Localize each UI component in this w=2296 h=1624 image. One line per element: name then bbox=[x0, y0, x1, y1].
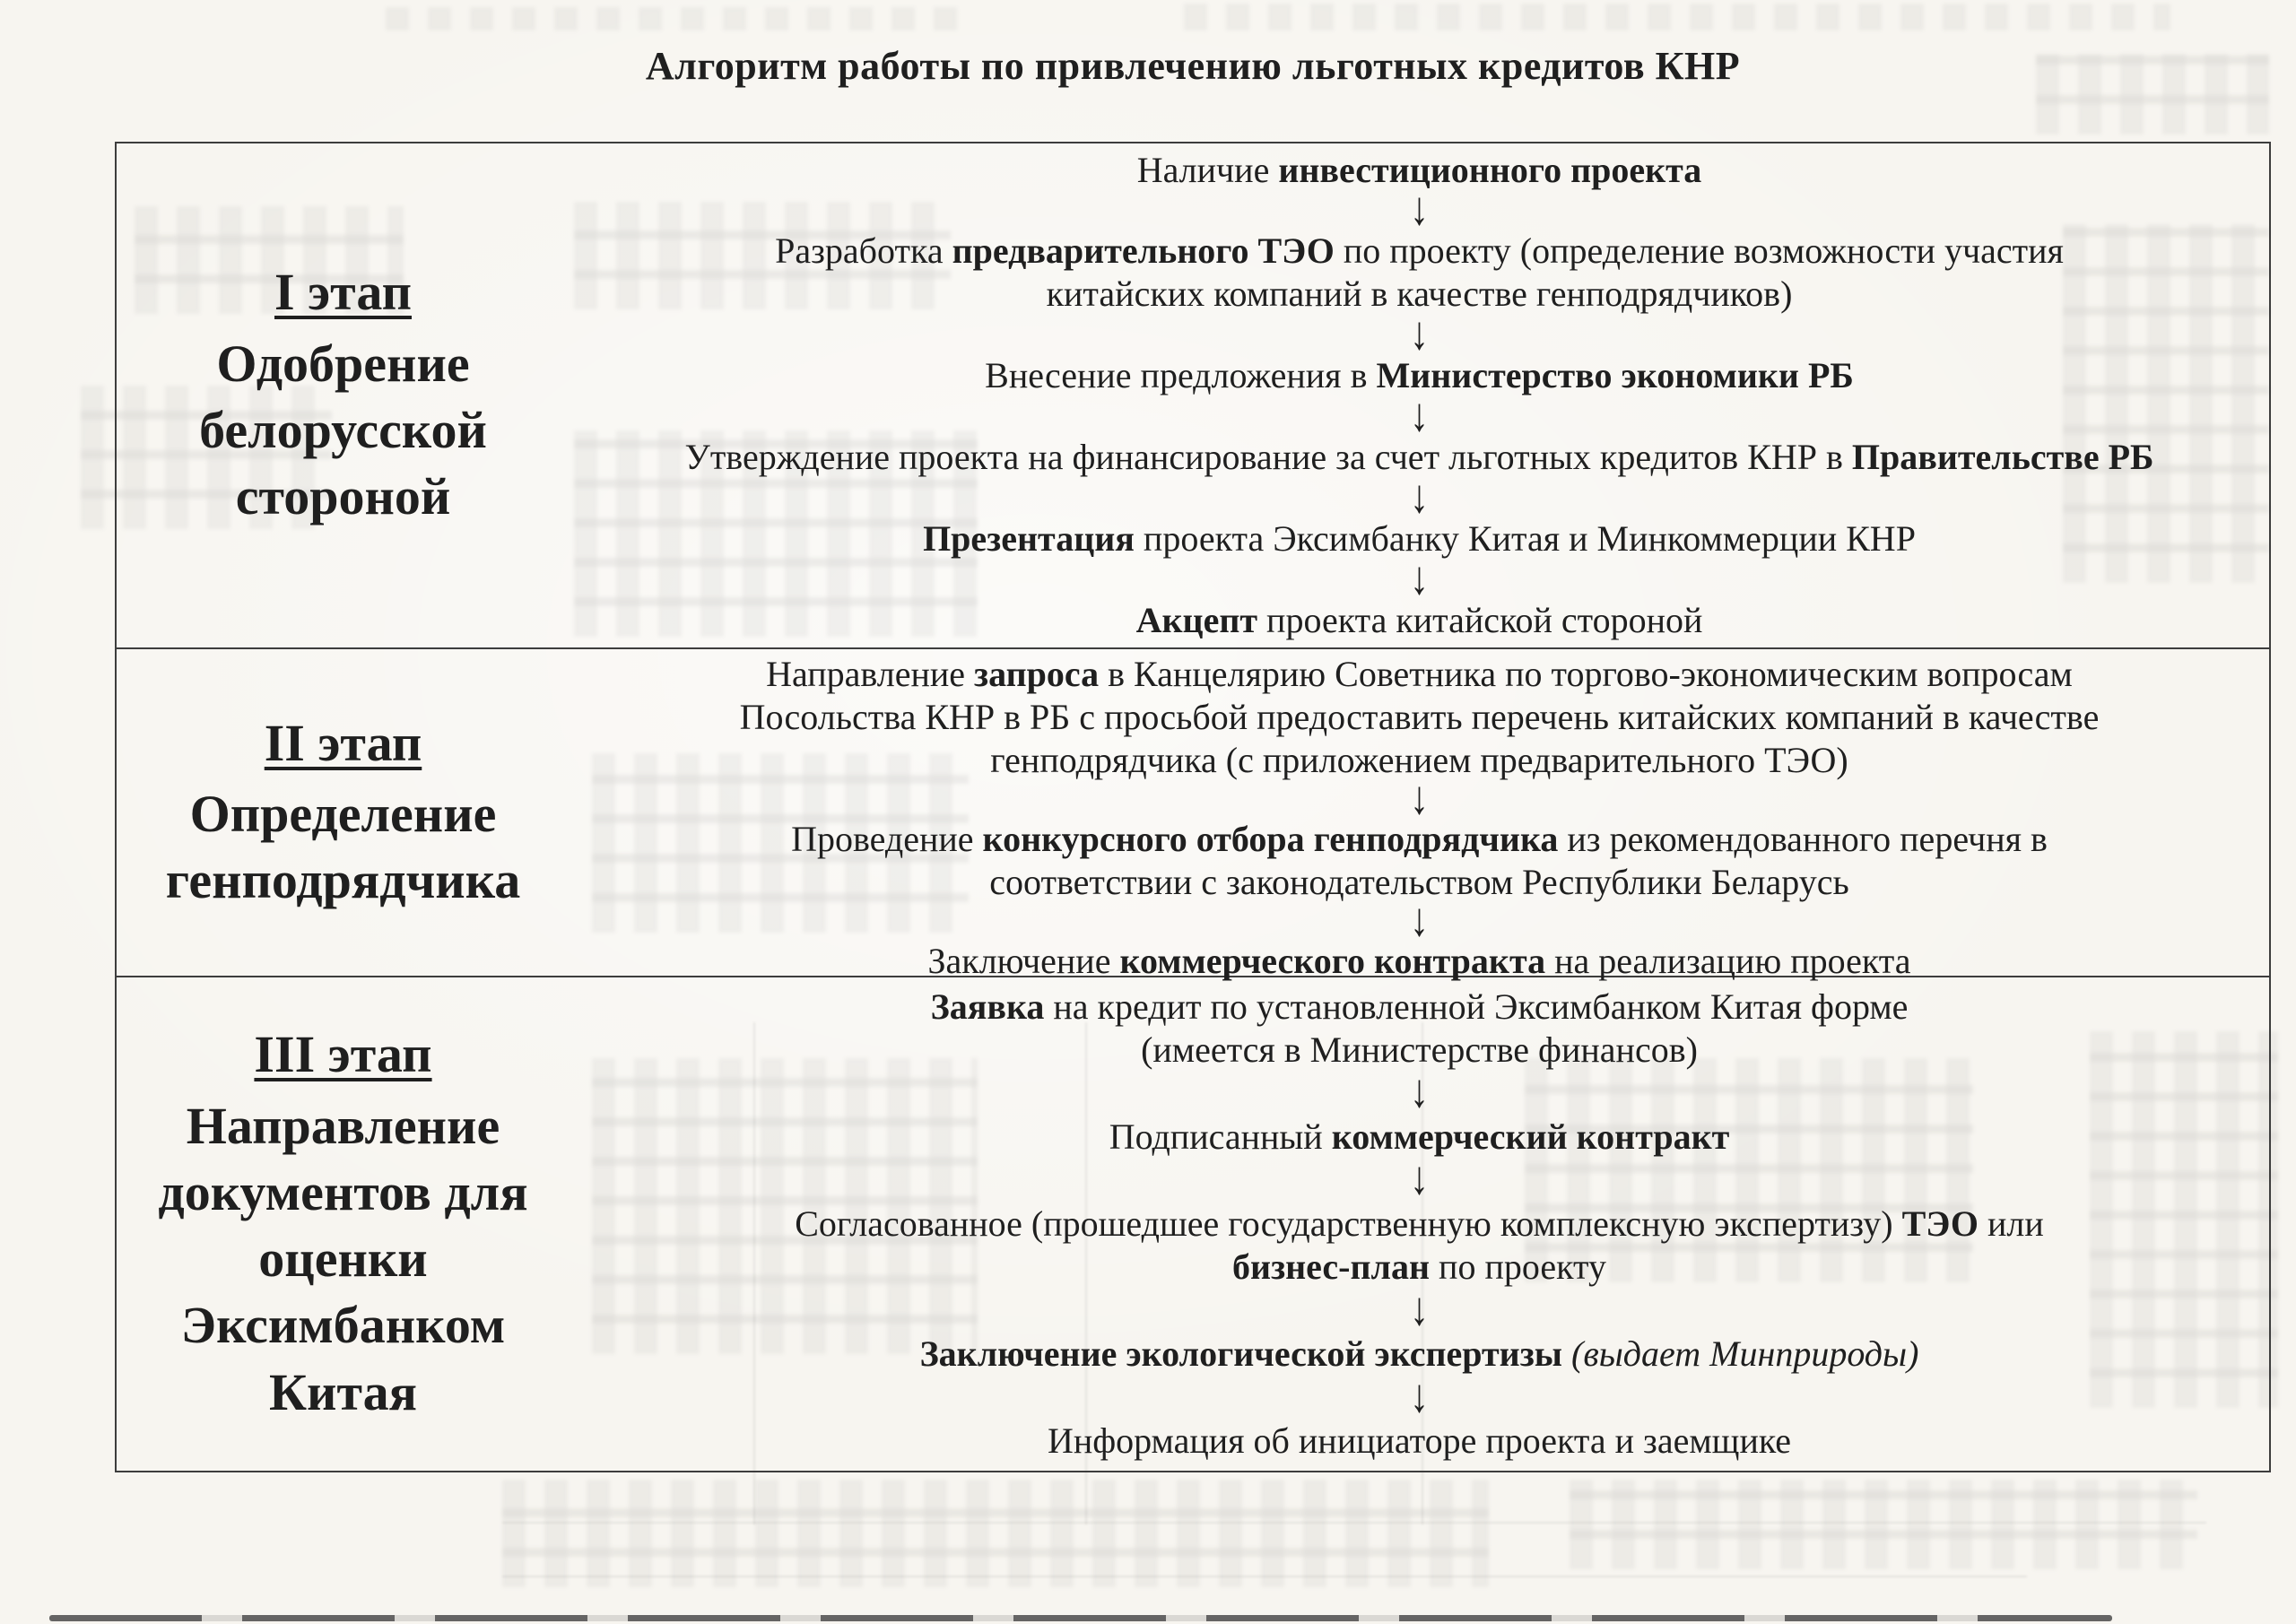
stage-row bbox=[117, 977, 2269, 1471]
stage-row bbox=[117, 143, 2269, 649]
bleed-line-artifact bbox=[502, 1522, 2206, 1524]
down-arrow-icon: ↓ bbox=[1410, 471, 1429, 524]
scan-edge-artifact bbox=[49, 1615, 2112, 1621]
down-arrow-icon: ↓ bbox=[1410, 1153, 1429, 1205]
down-arrow-icon: ↓ bbox=[1410, 184, 1429, 236]
flow-step: Заявка на кредит по установленной Эксимбанком Китая форме (имеется в Министерстве финансов) bbox=[930, 986, 1909, 1070]
page-title: Алгоритм работы по привлечению льготных кредитов КНР bbox=[645, 44, 1741, 88]
flow-step: Подписанный коммерческий контракт bbox=[1109, 1116, 1730, 1157]
down-arrow-icon: ↓ bbox=[1410, 1283, 1429, 1336]
down-arrow-icon: ↓ bbox=[1410, 773, 1429, 825]
flow-step: Согласованное (прошедшее государственную комплексную экспертизу) ТЭО или бизнес-план по проекту bbox=[795, 1203, 2044, 1287]
stage-steps bbox=[570, 143, 2269, 647]
stage-steps bbox=[570, 649, 2269, 981]
stage-title: I этап bbox=[274, 263, 412, 322]
bleed-line-artifact bbox=[502, 1576, 2027, 1577]
down-arrow-icon: ↓ bbox=[1410, 308, 1429, 360]
stage-steps bbox=[570, 977, 2269, 1471]
down-arrow-icon: ↓ bbox=[1410, 389, 1429, 442]
down-arrow-icon: ↓ bbox=[1410, 552, 1429, 605]
down-arrow-icon: ↓ bbox=[1410, 1370, 1429, 1423]
flow-step: Заключение экологической экспертизы (выдает Минприроды) bbox=[919, 1333, 1919, 1375]
flow-step: Наличие инвестиционного проекта bbox=[1136, 149, 1702, 190]
stage-label-cell bbox=[117, 649, 570, 976]
flow-step: Информация об инициаторе проекта и заемщике bbox=[1047, 1420, 1792, 1462]
stage-subtitle: Направление документов для оценки Эксимбанком Китая bbox=[158, 1096, 528, 1421]
flow-step: Презентация проекта Эксимбанку Китая и Минкоммерции КНР bbox=[923, 518, 1916, 560]
flow-step: Акцепт проекта китайской стороной bbox=[1135, 600, 1703, 641]
bleed-through-artifact bbox=[386, 7, 960, 30]
stage-subtitle: Определение генподрядчика bbox=[165, 785, 521, 910]
stage-label-cell bbox=[117, 143, 570, 647]
stage-subtitle: Одобрение белорусской стороной bbox=[199, 334, 487, 526]
flow-step: Проведение конкурсного отбора генподрядчика из рекомендованного перечня в соответствии с законодательством Республики Беларусь bbox=[791, 818, 2048, 902]
down-arrow-icon: ↓ bbox=[1410, 1066, 1429, 1118]
down-arrow-icon: ↓ bbox=[1410, 894, 1429, 947]
algorithm-table bbox=[115, 142, 2271, 1472]
bleed-through-artifact bbox=[1184, 4, 2170, 30]
bleed-through-artifact bbox=[1570, 1480, 2197, 1569]
flow-step: Заключение коммерческого контракта на реализацию проекта bbox=[927, 940, 1911, 981]
flow-step: Разработка предварительного ТЭО по проекту (определение возможности участия китайских компаний в качестве генподрядчиков) bbox=[775, 230, 2064, 315]
flow-step: Внесение предложения в Министерство экономики РБ bbox=[985, 355, 1854, 396]
stage-title: III этап bbox=[254, 1025, 432, 1084]
stage-row bbox=[117, 649, 2269, 981]
bleed-through-artifact bbox=[502, 1480, 1489, 1587]
stage-title: II этап bbox=[264, 713, 422, 772]
stage-label-cell bbox=[117, 977, 570, 1471]
flow-step: Направление запроса в Канцелярию Советника по торгово-экономическим вопросам Посольства КНР в РБ с просьбой предоставить перечень китайских компаний в качестве генподрядчика (с приложением предварительного ТЭО) bbox=[739, 654, 2100, 780]
flow-step: Утверждение проекта на финансирование за счет льготных кредитов КНР в Правительстве РБ bbox=[684, 437, 2154, 478]
